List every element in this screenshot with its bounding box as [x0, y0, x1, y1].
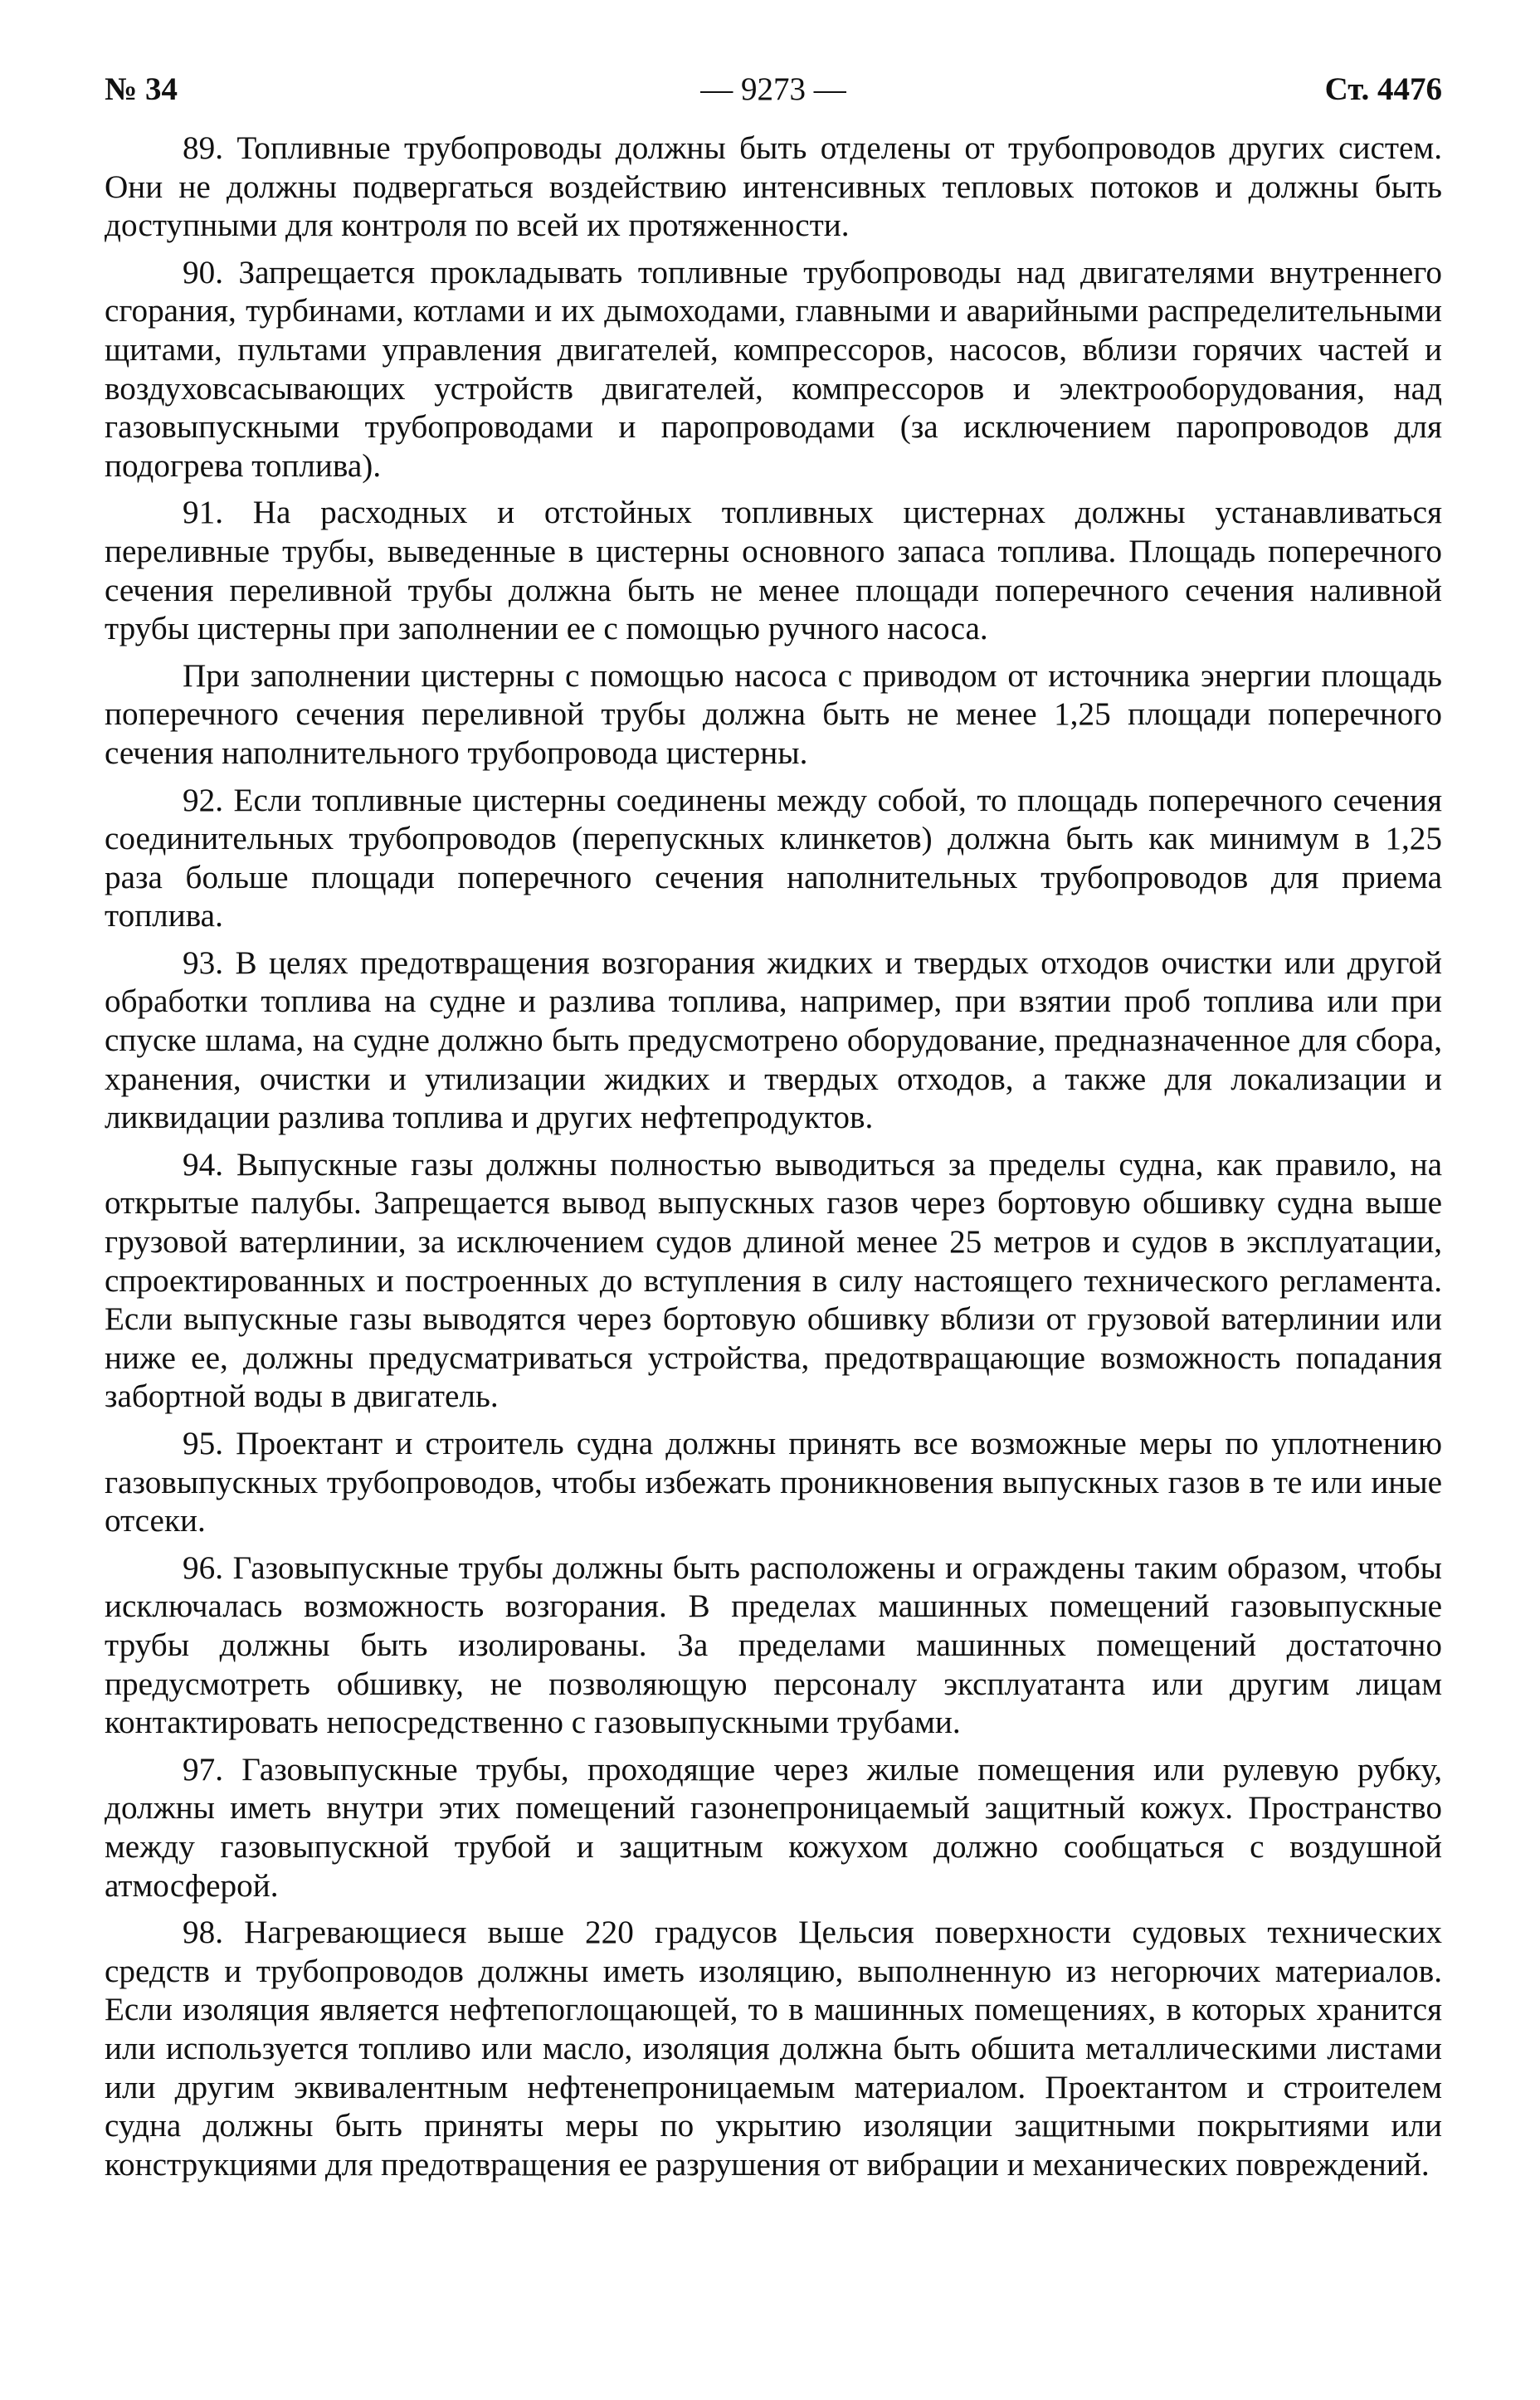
paragraph-89: 89. Топливные трубопроводы должны быть отделены от трубопроводов других систем. Они не должны подвергаться воздействию интенсивных тепловых потоков и должны быть доступными для контроля по всей их протяженности. — [105, 130, 1442, 244]
paragraph-91: 91. На расходных и отстойных топливных цистернах должны устанавливаться переливные трубы, выведенные в цистерны основного запаса топлива. Площадь поперечного сечения переливной трубы должна быть не менее площади поперечного сечения наливной трубы цистерны при заполнении ее с помощью ручного насоса. — [105, 495, 1442, 647]
paragraph-92: 92. Если топливные цистерны соединены между собой, то площадь поперечного сечения соединительных трубопроводов (перепускных клинкетов) должна быть как минимум в 1,25 раза больше площади поперечного сечения наполнительных трубопроводов для приема топлива. — [105, 782, 1442, 934]
paragraph-94: 94. Выпускные газы должны полностью выводиться за пределы судна, как правило, на открытые палубы. Запрещается вывод выпускных газов через бортовую обшивку судна выше грузовой ватерлинии, за исключением судов длиной менее 25 метров и судов в эксплуатации, спроектированных и построенных до вступления в силу настоящего технического регламента. Если выпускные газы выводятся через бортовую обшивку вблизи от грузовой ватерлинии или ниже ее, должны предусматриваться устройства, предотвращающие возможность попадания забортной воды в двигатель. — [105, 1146, 1442, 1415]
page-header — [105, 65, 1442, 115]
paragraph-93: 93. В целях предотвращения возгорания жидких и твердых отходов очистки или другой обработки топлива на судне и разлива топлива, например, при взятии проб топлива или при спуске шлама, на судне должно быть предусмотрено оборудование, предназначенное для сбора, хранения, очистки и утилизации жидких и твердых отходов, а также для локализации и ликвидации разлива топлива и других нефтепродуктов. — [105, 944, 1442, 1136]
document-body — [105, 129, 1442, 2184]
document-page — [105, 65, 1442, 2193]
issue-number: № 34 — [105, 71, 178, 107]
paragraph-96: 96. Газовыпускные трубы должны быть расположены и ограждены таким образом, чтобы исключалась возможность возгорания. В пределах машинных помещений газовыпускные трубы должны быть изолированы. За пределами машинных помещений достаточно предусмотреть обшивку, не позволяющую персоналу эксплуатанта или другим лицам контактировать непосредственно с газовыпускными трубами. — [105, 1549, 1442, 1741]
paragraph-91-continued: При заполнении цистерны с помощью насоса с приводом от источника энергии площадь поперечного сечения переливной трубы должна быть не менее 1,25 площади поперечного сечения наполнительного трубопровода цистерны. — [105, 657, 1442, 771]
page-number: — 9273 — — [700, 71, 846, 107]
paragraph-98: 98. Нагревающиеся выше 220 градусов Цельсия поверхности судовых технических средств и трубопроводов должны иметь изоляцию, выполненную из негорючих материалов. Если изоляция является нефтепоглощающей, то в машинных помещениях, в которых хранится или используется топливо или масло, изоляция должна быть обшита металлическими листами или другим эквивалентным нефтенепроницаемым материалом. Проектантом и строителем судна должны быть приняты меры по укрытию изоляции защитными покрытиями или конструкциями для предотвращения ее разрушения от вибрации и механических повреждений. — [105, 1915, 1442, 2183]
paragraph-90: 90. Запрещается прокладывать топливные трубопроводы над двигателями внутреннего сгорания, турбинами, котлами и их дымоходами, главными и аварийными распределительными щитами, пультами управления двигателей, компрессоров, насосов, вблизи горячих частей и воздуховсасывающих устройств двигателей, компрессоров и электрооборудования, над газовыпускными трубопроводами и паропроводами (за исключением паропроводов для подогрева топлива). — [105, 254, 1442, 484]
article-number: Ст. 4476 — [1324, 71, 1442, 107]
paragraph-97: 97. Газовыпускные трубы, проходящие через жилые помещения или рулевую рубку, должны иметь внутри этих помещений газонепроницаемый защитный кожух. Пространство между газовыпускной трубой и защитным кожухом должно сообщаться с воздушной атмосферой. — [105, 1751, 1442, 1904]
paragraph-95: 95. Проектант и строитель судна должны принять все возможные меры по уплотнению газовыпускных трубопроводов, чтобы избежать проникновения выпускных газов в те или иные отсеки. — [105, 1426, 1442, 1539]
